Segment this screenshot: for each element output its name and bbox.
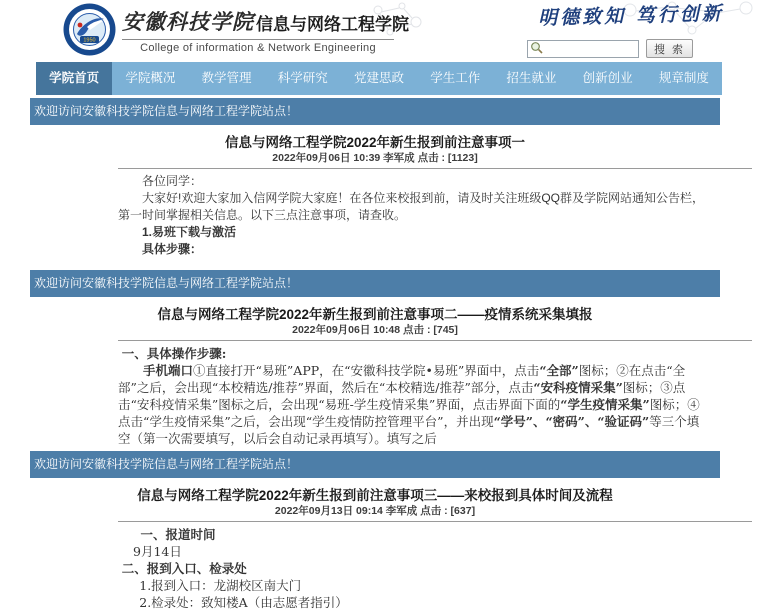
- welcome-banner: 欢迎访问安徽科技学院信息与网络工程学院站点！: [30, 98, 720, 125]
- school-motto: 明德致知 笃行创新: [537, 2, 725, 30]
- meta-divider: [118, 340, 752, 341]
- article-paragraph: 具体步骤：: [142, 242, 203, 256]
- article-body: [118, 173, 704, 258]
- nav-item-2[interactable]: [188, 62, 264, 95]
- brand-college-name: 信息与网络工程学院: [256, 15, 409, 34]
- search-bar: [527, 39, 693, 58]
- article-paragraph: 大家好!欢迎大家加入信网学院大家庭！在各位来校报到前，请及时关注班级QQ群及学院网站通知公告栏，第一时间掌握相关信息。以下三点注意事项，请查收。: [118, 191, 705, 222]
- nav-item-label: 学院首页: [49, 71, 100, 85]
- article-section: [30, 451, 720, 611]
- brand-english-name: College of information & Network Engineering: [140, 42, 376, 54]
- nav-item-8[interactable]: [646, 62, 722, 95]
- article-title[interactable]: 信息与网络工程学院2022年新生报到前注意事项二——疫情系统采集填报: [157, 307, 593, 322]
- logo-year: 1950: [83, 37, 96, 44]
- article-list: [0, 98, 758, 611]
- main-nav: [36, 62, 722, 95]
- search-input[interactable]: [527, 40, 639, 58]
- welcome-banner: 欢迎访问安徽科技学院信息与网络工程学院站点！: [30, 451, 720, 478]
- article-meta: 2022年09月06日 10:39 李军成 点击 : [1123]: [272, 152, 478, 164]
- article-section: [30, 98, 720, 258]
- nav-item-label: 规章制度: [658, 71, 709, 85]
- meta-divider: [118, 521, 752, 522]
- welcome-banner: 欢迎访问安徽科技学院信息与网络工程学院站点！: [30, 270, 720, 297]
- nav-item-6[interactable]: [493, 62, 569, 95]
- article-paragraph: 9月14日: [133, 544, 182, 559]
- site-header: [0, 0, 758, 62]
- nav-item-7[interactable]: [570, 62, 646, 95]
- article-paragraph: 一、具体操作步骤:: [121, 346, 227, 361]
- article-section: [30, 270, 720, 446]
- article-meta: 2022年09月13日 09:14 李军成 点击 : [637]: [274, 505, 476, 517]
- article-paragraph: 二、报到入口、检录处: [121, 561, 247, 576]
- nav-item-3[interactable]: [265, 62, 341, 95]
- article-paragraph: 一、报道时间: [140, 527, 216, 542]
- search-button[interactable]: 搜 索: [646, 39, 693, 58]
- article-body: [118, 526, 704, 611]
- brand-calligraphy: 安徽科技学院: [122, 9, 254, 34]
- nav-item-5[interactable]: [417, 62, 493, 95]
- article-body: [118, 345, 704, 446]
- article-title[interactable]: 信息与网络工程学院2022年新生报到前注意事项一: [224, 135, 526, 150]
- article-paragraph: 2.检录处：致知楼A（由志愿者指引）: [139, 595, 348, 610]
- nav-item-label: 创新创业: [582, 71, 633, 85]
- site-brand: [122, 6, 409, 54]
- nav-item-label: 党建思政: [353, 71, 404, 85]
- nav-item-label: 科学研究: [277, 71, 328, 85]
- article-paragraph: 1.报到入口：龙湖校区南大门: [139, 578, 302, 593]
- nav-item-1[interactable]: [112, 62, 188, 95]
- nav-item-label: 招生就业: [506, 71, 557, 85]
- article-paragraph: 手机端口①直接打开“易班”APP，在“安徽科技学院•易班”界面中，点击“全部”图标；②在点击“全部”之后，会出现“本校精选/推荐”界面，然后在“本校精选/推荐”部分，点击“安科疫情采集”图标；③点击“安科疫情采集”图标之后，会出现“易班-学生疫情采集”界面，点击界面下面的“学生疫情采集”图标；④点击“学生疫情采集”之后，会出现“学生疫情防控管理平台”，并出现“学号”、“密码”、“验证码”等三个填空（第一次需要填写，以后会自动记录再填写）。填写之后: [118, 363, 700, 446]
- search-icon: [530, 41, 543, 54]
- nav-item-0[interactable]: [36, 62, 112, 95]
- article-meta: 2022年09月06日 10:48 点击 : [745]: [292, 324, 458, 336]
- nav-item-4[interactable]: [341, 62, 417, 95]
- nav-item-label: 学院概况: [125, 71, 176, 85]
- nav-item-label: 学生工作: [430, 71, 481, 85]
- article-paragraph: 各位同学：: [142, 174, 203, 188]
- nav-item-label: 教学管理: [201, 71, 252, 85]
- brand-divider: [122, 39, 394, 40]
- article-paragraph: 1.易班下载与激活: [142, 225, 237, 239]
- article-title[interactable]: 信息与网络工程学院2022年新生报到前注意事项三——来校报到具体时间及流程: [137, 488, 613, 503]
- meta-divider: [118, 168, 752, 169]
